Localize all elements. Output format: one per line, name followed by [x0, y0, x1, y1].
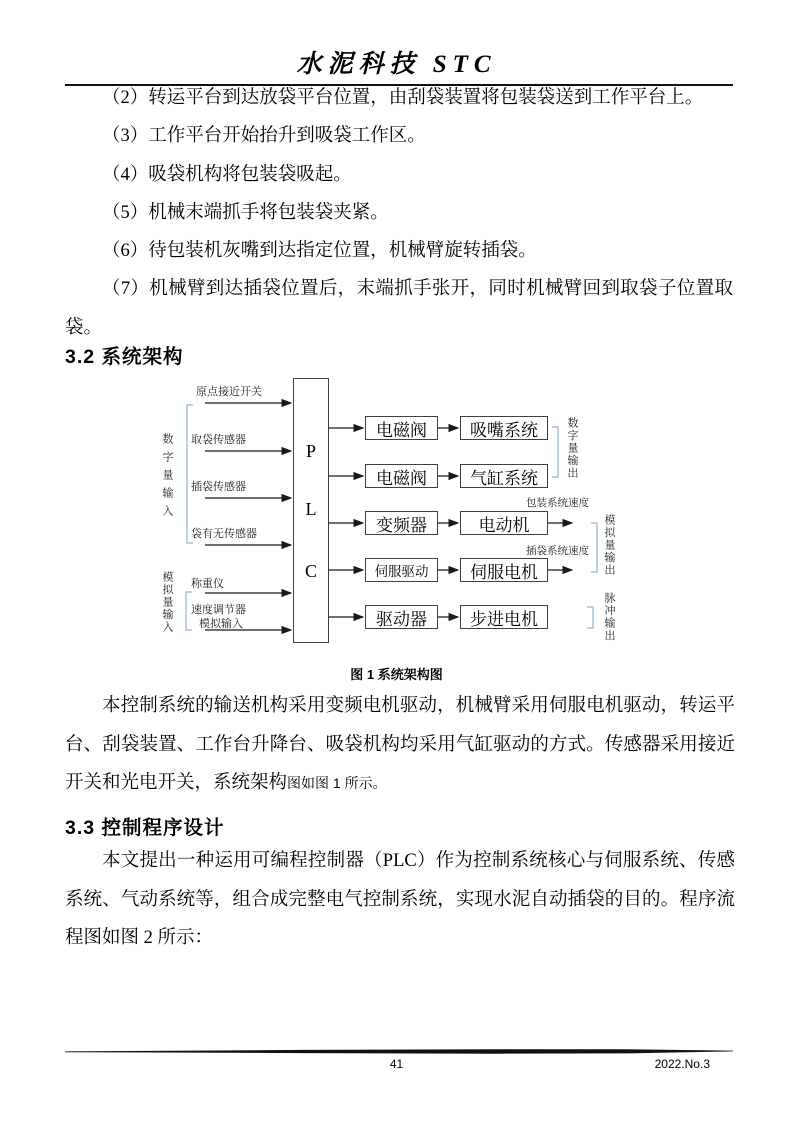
box-servo-drive: 伺服驱动	[365, 558, 438, 582]
box-frequency-converter: 变频器	[365, 511, 438, 535]
plc-letter-l: L	[305, 499, 317, 519]
box-electric-motor: 电动机	[460, 511, 548, 535]
architecture-paragraph-main: 本控制系统的输送机构采用变频电机驱动，机械臂采用伺服电机驱动，转运平台、刮袋装置、工作台升降台、吸袋机构均采用气缸驱动的方式。传感器采用接近开关和光电开关，系统架构	[65, 696, 735, 794]
figure-caption: 图 1 系统架构图	[350, 667, 443, 682]
diagram-input-bag-insert-sensor: 插袋传感器	[191, 481, 246, 493]
figure-system-architecture	[60, 375, 740, 653]
section-heading-program-design: 3.3 控制程序设计	[65, 817, 225, 839]
label-bag-insert-system-speed: 插袋系统速度	[526, 545, 589, 557]
step-item-6: （6）待包装机灰嘴到达指定位置，机械臂旋转插袋。	[102, 241, 537, 262]
box-cylinder-system: 气缸系统	[460, 464, 548, 488]
step-item-7: （7）机械臂到达插袋位置后，末端抓手张开，同时机械臂回到取袋子位置取袋。	[65, 279, 733, 338]
diagram-input-group-digital: 数字量输入	[161, 433, 173, 523]
box-stepper-motor: 步进电机	[460, 605, 548, 629]
diagram-input-group-analog: 模拟量输入	[161, 571, 173, 634]
architecture-paragraph	[65, 687, 735, 803]
label-packing-system-speed: 包装系统速度	[526, 497, 589, 509]
procedure-steps	[65, 79, 733, 347]
diagram-input-origin-switch: 原点接近开关	[196, 386, 262, 398]
step-item-4: （4）吸袋机构将包装袋吸起。	[102, 164, 352, 185]
diagram-input-weigher: 称重仪	[191, 578, 224, 590]
plc-letter-c: C	[304, 561, 317, 581]
diagram-input-speed-regulator: 速度调节器	[191, 604, 246, 616]
step-item-5: （5）机械末端抓手将包装袋夹紧。	[102, 202, 389, 223]
journal-title: 水泥科技 STC	[296, 51, 497, 78]
box-servo-motor: 伺服电机	[460, 558, 548, 582]
box-solenoid-valve-1: 电磁阀	[365, 416, 438, 440]
footer-page-number: 41	[389, 1057, 404, 1071]
step-item-2: （2）转运平台到达放袋平台位置，由刮袋装置将包装袋送到工作平台上。	[102, 88, 704, 108]
diagram-input-bag-presence-sensor: 袋有无传感器	[191, 528, 257, 540]
program-design-paragraph: 本文提出一种运用可编程控制器（PLC）作为控制系统核心与伺服系统、传感系统、气动系统等，组合成完整电气控制系统，实现水泥自动插袋的目的。程序流程图如图 2 所示：	[65, 851, 735, 949]
box-solenoid-valve-2: 电磁阀	[365, 464, 438, 488]
diagram-output-group-pulse: 脉冲输出	[603, 592, 615, 642]
diagram-output-group-digital: 数字量输出	[566, 417, 578, 480]
diagram-output-group-analog: 模拟量输出	[603, 514, 615, 577]
box-suction-nozzle-system: 吸嘴系统	[460, 416, 548, 440]
architecture-paragraph-ref: 图如图 1 所示。	[287, 775, 387, 792]
footer-issue-label: 2022.No.3	[654, 1057, 710, 1071]
plc-box	[293, 378, 329, 643]
diagram-input-bag-pick-sensor: 取袋传感器	[191, 434, 246, 446]
step-item-3: （3）工作平台开始抬升到吸袋工作区。	[102, 126, 426, 147]
section-heading-architecture: 3.2 系统架构	[65, 346, 184, 368]
plc-letter-p: P	[305, 441, 316, 461]
diagram-input-analog-input: 模拟输入	[199, 618, 243, 630]
box-stepper-driver: 驱动器	[365, 605, 438, 629]
footer-rule	[65, 1049, 733, 1055]
